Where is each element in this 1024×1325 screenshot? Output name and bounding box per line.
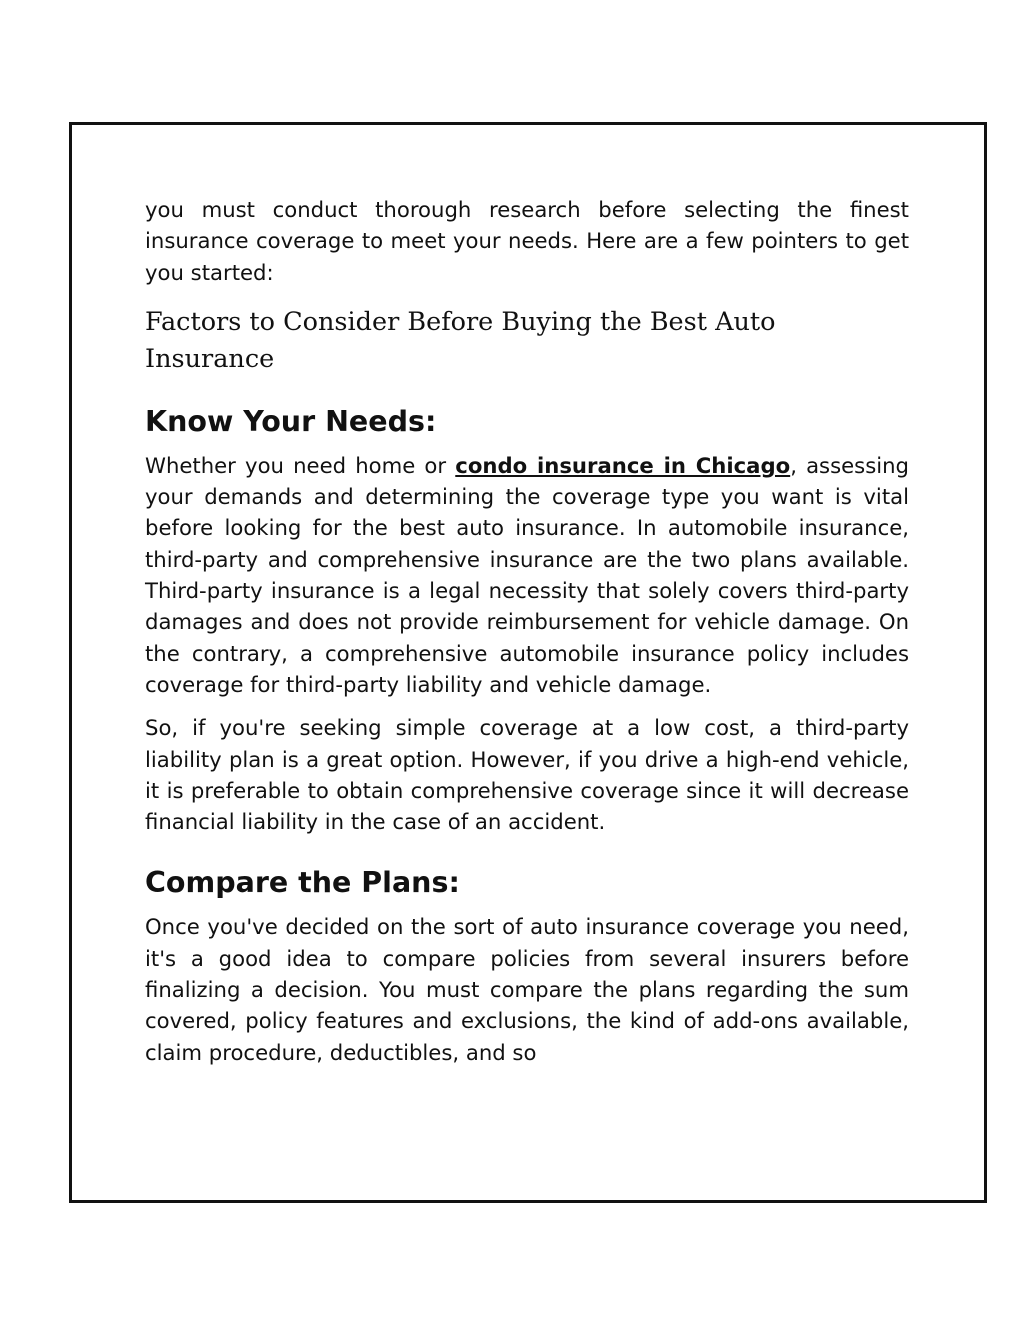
compare-plans-paragraph: Once you've decided on the sort of auto insurance coverage you need, it's a good idea to compare policies from several insurers before finalizing a decision. You must compare the plans regarding the sum covered, policy features and exclusions, the kind of add-ons available, claim procedure, deductibles, and so xyxy=(145,914,909,1065)
compare-plans-heading: Compare the Plans: xyxy=(145,866,460,900)
document-content xyxy=(145,194,909,1068)
paragraph-text: , assessing your demands and determining the coverage type you want is vital before looking for the best auto insurance. In automobile insurance, third-party and comprehensive insurance are the two plans available. Third-party insurance is a legal necessity that solely covers third-party damages and does not provide reimbursement for vehicle damage. On the contrary, a comprehensive automobile insurance policy includes coverage for third-party liability and vehicle damage. xyxy=(145,452,910,697)
know-your-needs-heading: Know Your Needs: xyxy=(145,404,437,438)
main-heading: Factors to Consider Before Buying the Best Auto Insurance xyxy=(145,306,776,374)
know-your-needs-paragraph-2: So, if you're seeking simple coverage at a low cost, a third-party liability plan is a great option. However, if you drive a high-end vehicle, it is preferable to obtain comprehensive coverage since it will decrease financial liability in the case of an accident. xyxy=(145,715,909,835)
intro-paragraph: you must conduct thorough research before selecting the finest insurance coverage to meet your needs. Here are a few pointers to get you started: xyxy=(145,197,909,285)
condo-insurance-link[interactable]: condo insurance in Chicago xyxy=(455,452,791,478)
know-your-needs-paragraph-1 xyxy=(145,450,909,700)
paragraph-text: Whether you need home or xyxy=(145,452,456,478)
